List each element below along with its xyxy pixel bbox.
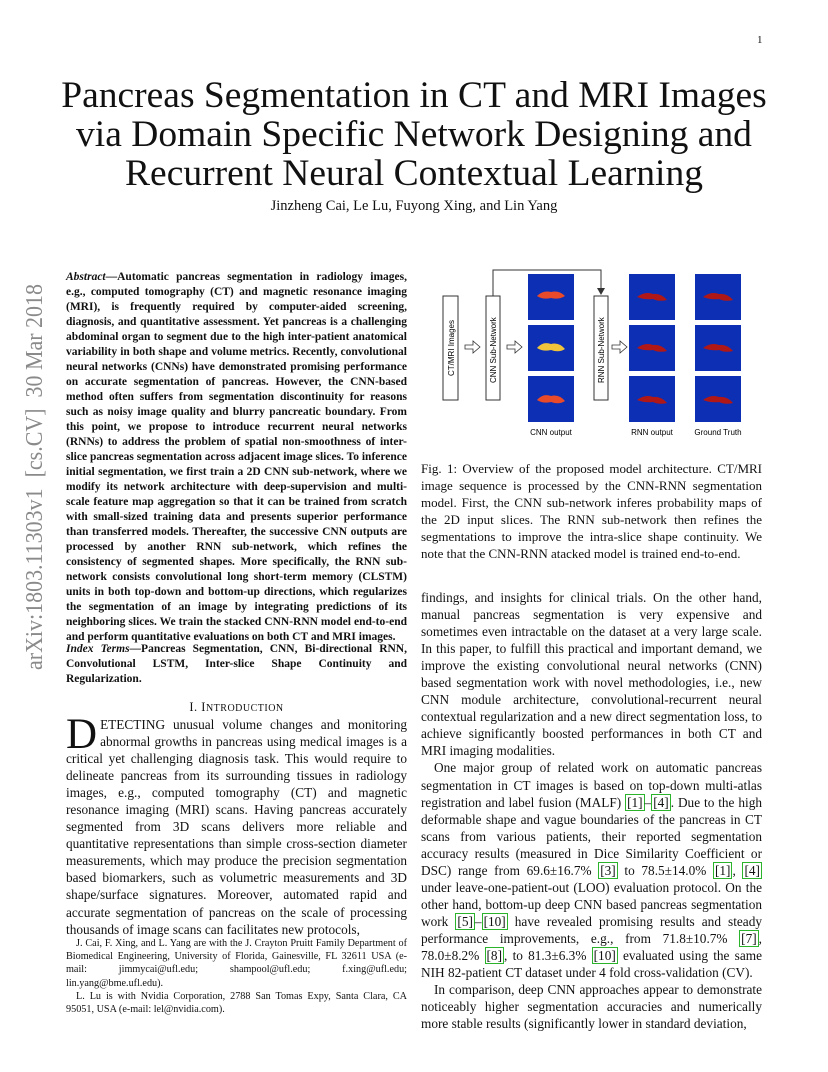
paragraph-related-work — [421, 759, 762, 981]
figure-1-caption: Fig. 1: Overview of the proposed model architecture. CT/MRI image sequence is processed by the CNN-RNN segmentation model. First, the CNN sub-network inferes probability maps of the 2D input slices. The RNN sub-network then refines the segmentations to improve the intra-slice shape continuity. We note that the CNN-RNN atacked model is trained end-to-end. — [421, 461, 762, 561]
page-number: 1 — [757, 34, 763, 46]
text-run: have revealed promising results and steady performance improvements, e.g., from 71.8±10.7% — [421, 913, 762, 946]
introduction-paragraph — [66, 711, 407, 938]
paragraph-findings: findings, and insights for clinical trials. On the other hand, manual pancreas segmentation is very expensive and sometimes even intractable on the dataset at a very large scale. In this paper, to fulfill this practical and important demand, we improve the existing convolutional neural networks (CNN) based segmentation work with novel methodologies, i.e., new CNN module architecture, convolutional-recurrent neural contextual regularization and a new direct segmentation loss, to achieve significantly boosted performances in both CT and MRI imaging modalities. — [421, 590, 762, 759]
figure-1-architecture — [421, 266, 762, 441]
citation-link[interactable]: [4] — [744, 862, 760, 878]
abstract — [66, 270, 407, 645]
index-terms-text: —Pancreas Segmentation, CNN, Bi-directional RNN, Convolutional LSTM, Inter-slice Shape Continuity and Regularization. — [66, 643, 407, 685]
citation-link[interactable]: [4] — [653, 794, 669, 810]
citation-link[interactable]: [7] — [741, 930, 757, 946]
text-run: evaluated using the same NIH 82-patient CT dataset under 4 fold cross-validation (CV). — [421, 947, 763, 981]
text-run: to 78.5±14.0% — [617, 862, 713, 878]
cnn-output-label: CNN output — [530, 428, 572, 437]
arxiv-identifier: arXiv:1803.11303v1 [cs.CV] 30 Mar 2018 — [21, 282, 48, 670]
arrow-cnn-to-maps-icon — [507, 341, 522, 353]
rnn-subnetwork-label: RNN Sub-Network — [597, 317, 606, 383]
citation-link[interactable]: [1] — [627, 794, 643, 810]
input-images-label: CT/MRI Images — [447, 319, 456, 376]
arrow-input-to-cnn-icon — [465, 341, 480, 353]
introduction-text: ETECTING unusual volume changes and monitoring abnormal growths in pancreas using medical images is a critical yet challenging diagnosis task. This would require to delineate pancreas from its surrounding tissues in radiology images, e.g., computed tomography (CT) and magnetic resonance imaging (MRI) scans. Having pancreas accurately segmented from 3D scans delivers more reliable and quantitative representations than simple cross-section diameter measurements, which may produce the precision segmentation based biomarkers, such as volumetric measurements and 3D shape/surface signatures. Moreover, automated rapid and accurate segmentation of pancreas on the scale of processing thousands of image scans can facilitates new protocols, — [66, 717, 407, 937]
text-run: , 78.0±8.2% — [421, 930, 762, 963]
citation-link[interactable]: [10] — [483, 913, 506, 929]
section-title-initial: I — [201, 700, 206, 714]
text-run: , — [732, 862, 743, 878]
citation-link[interactable]: [8] — [486, 947, 503, 963]
abstract-text: —Automatic pancreas segmentation in radiology images, e.g., computed tomography (CT) and magnetic resonance imaging (MRI), is frequently required by computer-aided screening, diagnosis, and quantitative assessment. Yet pancreas is a challenging abdominal organ to segment due to the high inter-patient anatomical variability in both shape and volume metrics. Recently, convolutional neural networks (CNNs) have demonstrated promising performance on accurate segmentation of pancreas. However, the CNN-based method often suffers from segmentation discontinuity for reasons such as noisy image quality and blurry pancreatic boundary. From this point, we propose to introduce recurrent neural networks (RNNs) to address the problem of spatial non-smoothness of inter-slice pancreas segmentation across adjacent image slices. To inference initial segmentation, we first train a 2D CNN sub-network, where we modify its network architecture with deep-supervision and multi-scale feature map aggregation so that it can be trained from scratch with small-sized training data and presents superior performance than transferred models. Thereafter, the successive CNN outputs are processed by another RNN sub-network, which refines the consistency of segmented shapes. More specifically, the RNN sub-network consists convolutional long short-term memory (CLSTM) units in both top-down and bottom-up directions, which regularizes the segmentation of an image by integrating predictions of its neighboring slices. We train the stacked CNN-RNN model end-to-end and perform quantitative evaluations on both CT and MRI images. — [66, 271, 407, 644]
citation-link[interactable]: [5] — [457, 913, 473, 929]
paper-title: Pancreas Segmentation in CT and MRI Images via Domain Specific Network Designing and Recurrent Neural Contextual Learning — [61, 75, 767, 194]
text-run: , to 81.3±6.3% — [504, 947, 592, 963]
author-footnotes — [66, 937, 407, 1016]
ground-truth-label: Ground Truth — [694, 428, 742, 437]
cnn-subnetwork-label: CNN Sub-Network — [489, 317, 498, 383]
section-heading-introduction — [66, 700, 407, 715]
paragraph-comparison: In comparison, deep CNN approaches appear to demonstrate noticeably higher segmentation accuracies and numerically more stable results (significantly lower in standard deviation, — [421, 982, 762, 1032]
section-number: I. — [189, 700, 198, 714]
introduction-continued — [421, 589, 762, 1032]
index-terms-label: Index Terms — [66, 643, 130, 655]
feedback-arrowhead-icon — [597, 288, 605, 295]
text-run: . Due to the high deformable shape and vague boundaries of the pancreas in CT scans from various patients, their reported segmentation accuracy results (measured in Dice Similarity Coefficient or DSC) range from 69.6±16.7% — [421, 794, 762, 878]
citation-link[interactable]: [10] — [593, 947, 616, 963]
abstract-label: Abstract — [66, 271, 106, 283]
text-run: under leave-one-patient-out (LOO) evaluation protocol. On the other hand, bottom-up deep CNN based pancreas segmentation work — [421, 879, 762, 929]
arxiv-sidebar-stamp — [18, 282, 48, 672]
footnote-affiliation-nvidia: L. Lu is with Nvidia Corporation, 2788 San Tomas Expy, Santa Clara, CA 95051, USA (e-mail: lel@nvidia.com). — [66, 990, 407, 1016]
drop-cap: D — [66, 711, 98, 758]
footnote-affiliation-uf: J. Cai, F. Xing, and L. Yang are with the J. Crayton Pruitt Family Department of Biomedical Engineering, University of Florida, Gainesville, FL 32611 USA (e-mail: jimmycai@ufl.edu; shampool@ufl.edu; f.xing@ufl.edu; lin.yang@bme.ufl.edu). — [66, 938, 407, 989]
text-run: – — [474, 913, 482, 929]
section-title-rest: NTRODUCTION — [205, 703, 284, 714]
citation-link[interactable]: [1] — [714, 862, 731, 878]
text-run: – — [644, 794, 652, 810]
rnn-output-label: RNN output — [631, 428, 673, 437]
index-terms — [66, 642, 407, 687]
text-run: One major group of related work on automatic pancreas segmentation in CT images is based on top-down multi-atlas registration and label fusion (MALF) — [421, 760, 762, 810]
citation-link[interactable]: [3] — [600, 862, 616, 878]
arrow-rnn-to-output-icon — [612, 341, 627, 353]
author-list: Jinzheng Cai, Le Lu, Fuyong Xing, and Lin Yang — [270, 198, 558, 214]
